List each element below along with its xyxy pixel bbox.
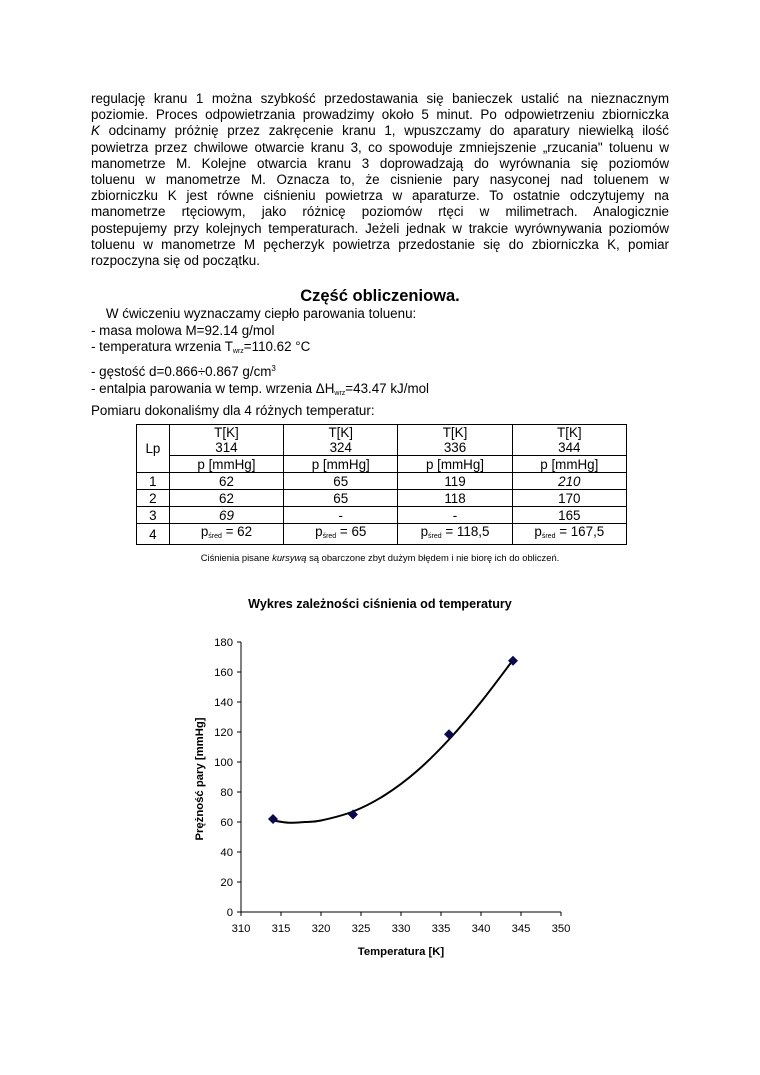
p-subscript: śred xyxy=(541,533,556,540)
y-tick-label: 60 xyxy=(220,817,233,829)
y-tick-label: 160 xyxy=(214,667,233,679)
x-tick-label: 325 xyxy=(351,923,371,935)
temperature-value: 344 xyxy=(558,440,581,455)
row-number: 3 xyxy=(137,507,170,524)
pressure-cell: 118 xyxy=(398,490,512,507)
row-number: 2 xyxy=(137,490,170,507)
y-tick-label: 120 xyxy=(214,727,233,739)
calc-intro-line: W ćwiczeniu wyznaczamy ciepło parowania toluenu: xyxy=(105,306,417,321)
y-axis-label: Prężność pary [mmHg] xyxy=(194,717,206,841)
paragraph-fragment: pęcherzyk powietrza przedostanie się do zbiorniczka xyxy=(255,236,608,252)
paragraph-fragment: M xyxy=(243,236,256,252)
paragraph-line: poziomie. Proces odpowietrzania prowadzimy około 5 minut. Po odpowietrzeniu zbiorniczka xyxy=(91,107,669,123)
pressure-unit-header: p [mmHg] xyxy=(169,456,283,473)
pressure-cell: - xyxy=(284,507,398,524)
p-symbol: p xyxy=(315,524,323,539)
pressure-cell: 170 xyxy=(512,490,626,507)
paragraph-fragment: jest równe ciśnieniu powietrza w aparaturze. To ostatnie odczytujemy na xyxy=(176,188,670,204)
lp-header: Lp xyxy=(137,425,170,473)
density-line: - gęstość d=0.866÷0.867 $g/cm^3$ xyxy=(91,364,276,380)
data-point-marker xyxy=(268,814,278,824)
paragraph-line: rozpoczyna się od początku. xyxy=(91,253,260,269)
paragraph-fragment: K xyxy=(607,236,617,252)
molar-mass-line: - masa molowa M=92.14 g/mol xyxy=(91,322,275,338)
temperature-unit: T[K] xyxy=(214,425,239,440)
pressure-cell: 62 xyxy=(169,473,283,490)
x-tick-label: 340 xyxy=(471,923,491,935)
paragraph-line: regulację kranu 1 można szybkość przedostawania się banieczek ustalić na nieznacznym xyxy=(91,91,669,106)
average-value: = 62 xyxy=(221,524,253,539)
paragraph-line: postepujemy przy kolejnych temperaturach. Jeżeli jednak w trakcie wyrównywania poziomów xyxy=(91,220,669,236)
p-symbol: p xyxy=(534,524,542,539)
x-tick-label: 315 xyxy=(271,923,291,935)
x-axis-label: Temperatura [K] xyxy=(357,946,445,958)
x-tick-label: 345 xyxy=(511,923,531,935)
y-tick-label: 40 xyxy=(220,847,233,859)
paragraph-fragment: manometrze xyxy=(91,155,177,171)
p-symbol: p xyxy=(420,524,429,539)
pressure-cell: - xyxy=(398,507,512,524)
temperature-unit: T[K] xyxy=(442,425,468,440)
pressure-cell: 69 xyxy=(169,507,283,524)
paragraph-fragment: toluenu w manometrze xyxy=(91,236,244,252)
table-footnote: Ciśnienia pisane kursywą są obarczone zbyt dużym błędem i nie biorę ich do obliczeń. xyxy=(200,552,560,563)
temperature-unit: T[K] xyxy=(557,425,582,440)
pressure-cell: 65 xyxy=(284,473,398,490)
average-value: = 65 xyxy=(336,524,367,539)
pressure-cell: 210 xyxy=(512,473,626,490)
paragraph-fragment: Kolejne otwarcia kranu 3 doprowadzają do wyrównania się poziomów xyxy=(190,155,669,171)
paragraph-fragment: toluenu w manometrze xyxy=(91,172,251,188)
pressure-unit-header: p [mmHg] xyxy=(398,456,512,473)
temperature-value: 314 xyxy=(215,440,238,455)
data-point-marker xyxy=(444,729,454,739)
paragraph-line: manometrze rtęciowym, jako różnicę poziomów rtęci w milimetrach. Analogicznie xyxy=(91,204,669,220)
pressure-cell: 119 xyxy=(398,473,512,490)
y-tick-label: 0 xyxy=(226,907,233,919)
y-tick-label: 180 xyxy=(214,637,233,649)
p-subscript: śred xyxy=(208,533,222,540)
boiling-temp-line: - temperatura wrzenia $T_{wrz}=110.62$ °C xyxy=(91,339,311,356)
x-tick-label: 335 xyxy=(431,923,451,935)
x-tick-label: 320 xyxy=(311,923,331,935)
pressure-unit-header: p [mmHg] xyxy=(512,456,626,473)
x-tick-label: 330 xyxy=(391,923,411,935)
trendline xyxy=(273,660,513,823)
pressure-cell: 65 xyxy=(284,490,398,507)
y-tick-label: 100 xyxy=(214,757,233,769)
average-value: = 118,5 xyxy=(441,524,490,539)
p-subscript: śred xyxy=(322,533,337,540)
p-subscript: śred xyxy=(428,533,442,540)
y-tick-label: 140 xyxy=(214,697,233,709)
pressure-cell: 62 xyxy=(169,490,283,507)
p-symbol: p xyxy=(200,524,209,539)
y-tick-label: 80 xyxy=(220,787,233,799)
paragraph-line: powietrza przez chwilowe otwarcie kranu 3, co spowoduje zmniejszenie „rzucania" toluenu w xyxy=(91,139,669,155)
x-tick-label: 310 xyxy=(231,923,251,935)
temperature-unit: T[K] xyxy=(328,425,354,440)
temperature-value: 324 xyxy=(329,440,352,455)
y-tick-label: 20 xyxy=(220,877,233,889)
paragraph-fragment: Oznacza to, że cisnienie pary nasyconej nad toluenem w xyxy=(265,172,670,188)
chart-title: Wykres zależności ciśnienia od temperatury xyxy=(248,597,512,611)
paragraph-fragment: zbiorniczku xyxy=(91,188,168,204)
pressure-unit-header: p [mmHg] xyxy=(284,456,398,473)
enthalpy-line: - entalpia parowania w temp. wrzenia $\Delta H_{wrz}=43.47$ kJ/mol xyxy=(91,380,430,397)
pressure-cell: 165 xyxy=(512,507,626,524)
section-heading: Część obliczeniowa. xyxy=(300,287,460,305)
row-number: 4 xyxy=(137,524,170,545)
paragraph-fragment: K xyxy=(91,123,100,139)
paragraph-fragment: M. xyxy=(250,172,266,188)
row-number: 1 xyxy=(137,473,170,490)
x-tick-label: 350 xyxy=(551,923,571,935)
paragraph-fragment: M. xyxy=(176,155,191,171)
measurement-line: Pomiaru dokonaliśmy dla 4 różnych temperatur: xyxy=(91,402,375,418)
paragraph-fragment: , pomiar xyxy=(616,236,669,252)
average-value: = 167,5 xyxy=(555,524,605,539)
paragraph-fragment: odcinamy próżnię przez zakręcenie kranu 1, wpuszczamy do aparatury niewielką ilość xyxy=(99,123,669,139)
temperature-value: 336 xyxy=(443,440,467,455)
paragraph-fragment: K xyxy=(167,188,177,204)
